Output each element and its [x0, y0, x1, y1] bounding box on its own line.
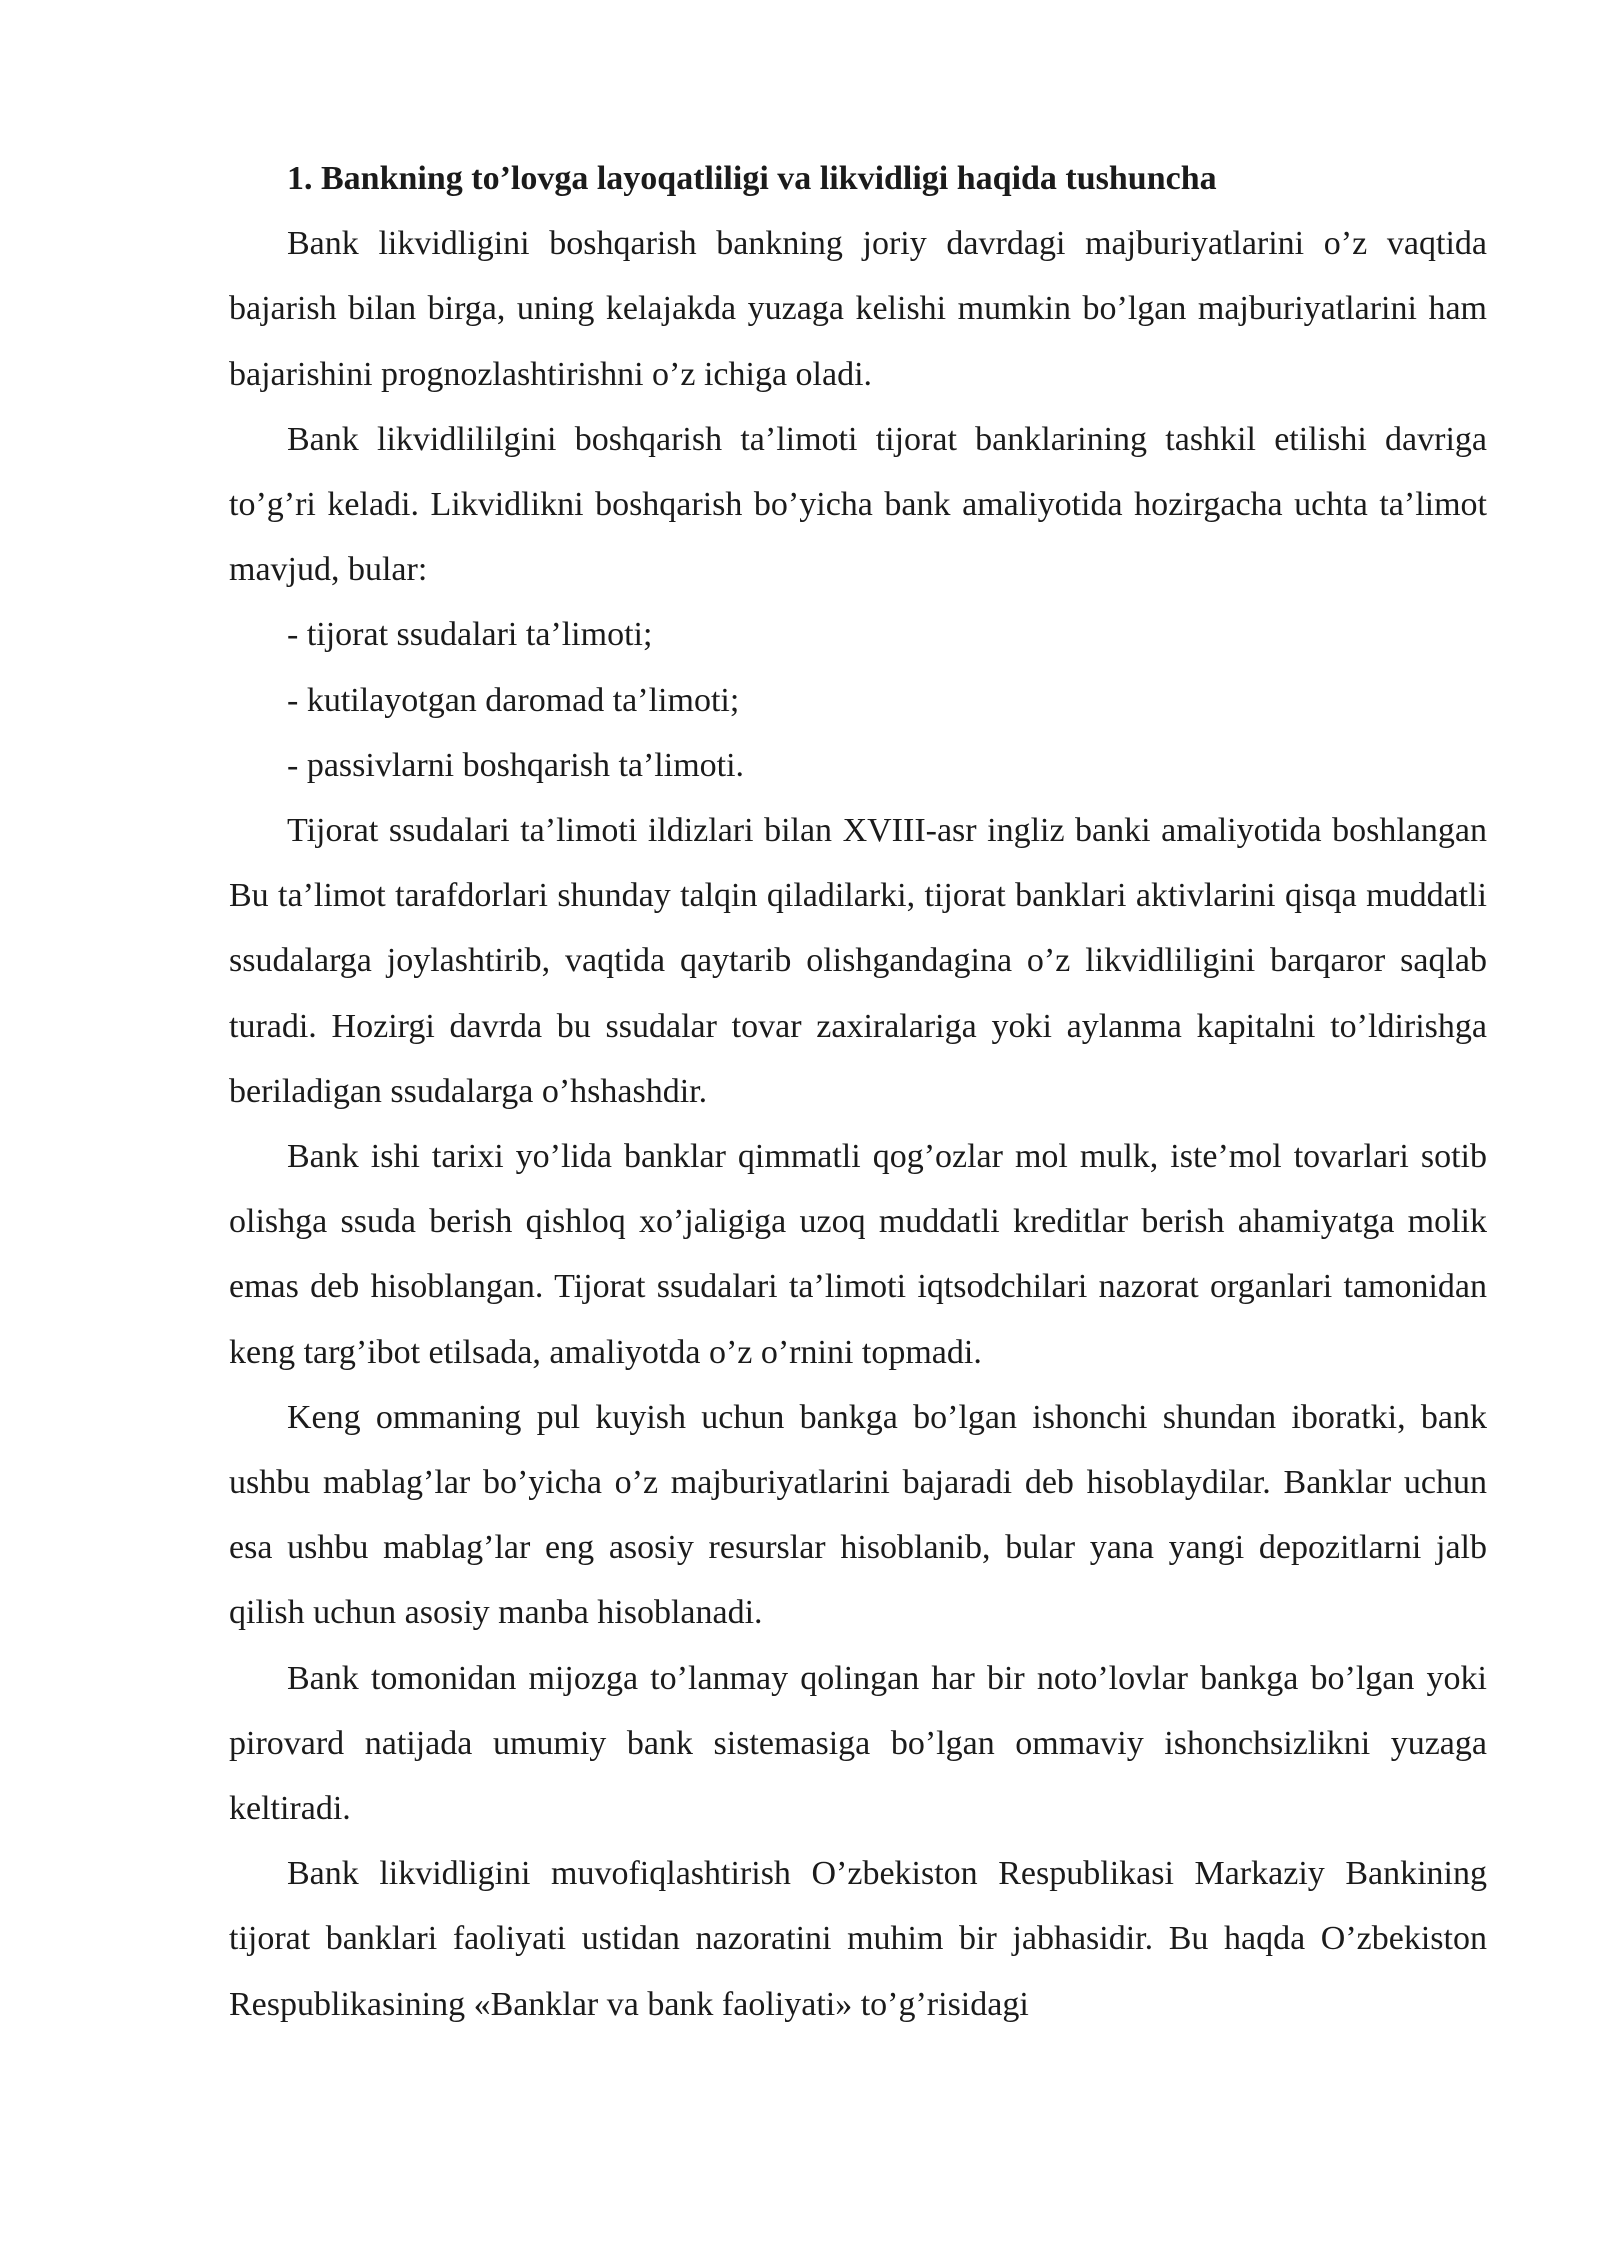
paragraph-public-trust: Keng ommaning pul kuyish uchun bankga bo’lgan ishonchi shundan iboratki, bank ushbu mablag’lar bo’yicha o’z majburiyatlarini bajaradi deb hisoblaydilar. Banklar uchun esa ushbu mablag’lar eng asosiy resurslar hisoblanib, bular yana yangi depozitlarni jalb qilish uchun asosiy manba hisoblanadi.: [229, 1398, 1487, 1632]
paragraph-nonpayment: Bank tomonidan mijozga to’lanmay qolingan har bir noto’lovlar bankga bo’lgan yoki pirovard natijada umumiy bank sistemasiga bo’lgan ommaviy ishonchsizlikni yuzaga keltiradi.: [229, 1659, 1487, 1828]
list-item-commercial-loans: - tijorat ssudalari ta’limoti;: [287, 616, 653, 654]
section-heading: 1. Bankning to’lovga layoqatliligi va likvidligi haqida tushuncha: [287, 160, 1217, 197]
list-item-expected-income: - kutilayotgan daromad ta’limoti;: [287, 681, 740, 719]
paragraph-commercial-loans-doctrine: Tijorat ssudalari ta’limoti ildizlari bilan XVIII-asr ingliz banki amaliyotida boshlangan Bu ta’limot tarafdorlari shunday talqin qiladilarki, tijorat banklari aktivlarini qisqa muddatli ssudalarga joylashtirib, vaqtida qaytarib olishgandagina o’z likvidliligini barqaror saqlab turadi. Hozirgi davrda bu ssudalar tovar zaxiralariga yoki aylanma kapitalni to’ldirishga beriladigan ssudalarga o’hshashdir.: [229, 812, 1487, 1110]
paragraph-banking-history: Bank ishi tarixi yo’lida banklar qimmatli qog’ozlar mol mulk, iste’mol tovarlari sotib olishga ssuda berish qishloq xo’jaligiga uzoq muddatli kreditlar berish ahamiyatga molik emas deb hisoblangan. Tijorat ssudalari ta’limoti iqtsodchilari nazorat organlari tamonidan keng targ’ibot etilsada, amaliyotda o’z o’rnini topmadi.: [229, 1138, 1487, 1371]
list-item-liability-management: - passivlarni boshqarish ta’limoti.: [287, 746, 745, 784]
document-page: [229, 146, 1487, 2037]
paragraph-liquidity-management: Bank likvidligini boshqarish bankning joriy davrdagi majburiyatlarini o’z vaqtida bajarish bilan birga, uning kelajakda yuzaga kelishi mumkin bo’lgan majburiyatlarini ham bajarishini prognozlashtirishni o’z ichiga oladi.: [229, 225, 1487, 393]
paragraph-liquidity-doctrines: Bank likvidlililgini boshqarish ta’limoti tijorat banklarining tashkil etilishi davriga to’g’ri keladi. Likvidlikni boshqarish bo’yicha bank amaliyotida hozirgacha uchta ta’limot mavjud, bular:: [229, 420, 1487, 589]
paragraph-central-bank-regulation: Bank likvidligini muvofiqlashtirish O’zbekiston Respublikasi Markaziy Bankining tijorat banklari faoliyati ustidan nazoratini muhim bir jabhasidir. Bu haqda O’zbekiston Respublikasining «Banklar va bank faoliyati» to’g’risidagi: [229, 1855, 1487, 2023]
